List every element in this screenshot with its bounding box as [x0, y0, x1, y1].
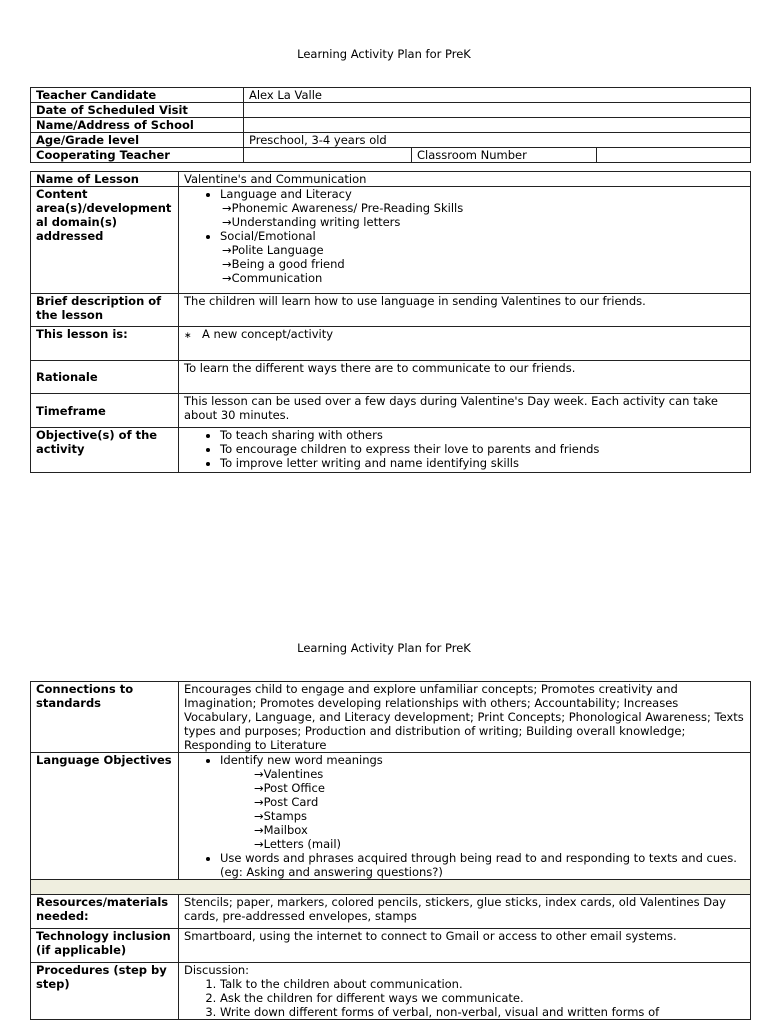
language-word: →Post Card — [254, 795, 319, 809]
procedure-step: 2. Ask the children for different ways we communicate. — [220, 991, 745, 1005]
procedure-step: 3. Write down different forms of verbal, non-verbal, visual and written forms of — [220, 1005, 745, 1019]
rationale-label: Rationale — [31, 361, 179, 394]
content-lang: • Language and Literacy — [220, 187, 745, 201]
language-label: Language Objectives — [31, 753, 179, 880]
school-label: Name/Address of School — [31, 118, 244, 133]
tech-value: Smartboard, using the internet to connect to Gmail or access to other email systems. — [179, 929, 751, 963]
language-word: →Mailbox — [254, 823, 308, 837]
is-value-cell — [179, 327, 751, 361]
is-value: A new concept/activity — [202, 327, 334, 341]
procedure-step: 1. Talk to the children about communication. — [220, 977, 745, 991]
coop-value — [244, 148, 412, 163]
coop-label: Cooperating Teacher — [31, 148, 244, 163]
content-social-sub-1: →Polite Language — [222, 243, 324, 257]
procedures-value — [179, 963, 751, 1020]
timeframe-label: Timeframe — [31, 394, 179, 428]
content-value — [179, 187, 751, 294]
spacer-row — [31, 880, 751, 895]
page-title-2: Learning Activity Plan for PreK — [297, 641, 471, 655]
content-social-sub-2: →Being a good friend — [222, 257, 345, 271]
resources-label: Resources/materials needed: — [31, 895, 179, 929]
objective-label: Objective(s) of the activity — [31, 428, 179, 473]
objective-item: • To encourage children to express their love to parents and friends — [220, 442, 745, 456]
language-word: →Valentines — [254, 767, 324, 781]
school-value — [244, 118, 751, 133]
age-label: Age/Grade level — [31, 133, 244, 148]
connections-label: Connections to standards — [31, 682, 179, 753]
page-title-1: Learning Activity Plan for PreK — [297, 47, 471, 61]
resources-value: Stencils; paper, markers, colored pencils, stickers, glue sticks, index cards, old Valentines Day cards, pre-addressed envelopes, stamps — [179, 895, 751, 929]
language-item-2: • Use words and phrases acquired through being read to and responding to texts and cues. (eg: Asking and answering questions?) — [220, 851, 745, 879]
brief-label: Brief description of the lesson — [31, 294, 179, 327]
date-label: Date of Scheduled Visit — [31, 103, 244, 118]
content-social-sub-3: →Communication — [222, 271, 323, 285]
objective-item: • To improve letter writing and name identifying skills — [220, 456, 745, 470]
content-social: • Social/Emotional — [220, 229, 745, 243]
classroom-label: Classroom Number — [412, 148, 597, 163]
teacher-value: Alex La Valle — [244, 88, 751, 103]
objective-item: • To teach sharing with others — [220, 428, 745, 442]
date-value — [244, 103, 751, 118]
procedures-label: Procedures (step by step) — [31, 963, 179, 1020]
content-lang-sub-2: →Understanding writing letters — [222, 215, 401, 229]
rationale-value: To learn the different ways there are to communicate to our friends. — [179, 361, 751, 394]
language-word: →Stamps — [254, 809, 307, 823]
timeframe-value: This lesson can be used over a few days during Valentine's Day week. Each activity can take about 30 minutes. — [179, 394, 751, 428]
age-value: Preschool, 3-4 years old — [244, 133, 751, 148]
language-item-1: • Identify new word meanings — [220, 753, 745, 767]
lesson-table — [30, 171, 751, 473]
language-value — [179, 753, 751, 880]
objective-value — [179, 428, 751, 473]
language-word: →Post Office — [254, 781, 325, 795]
info-table — [30, 87, 751, 163]
is-label: This lesson is: — [31, 327, 179, 361]
content-label: Content area(s)/development al domain(s) addressed — [31, 187, 179, 294]
content-lang-sub-1: →Phonemic Awareness/ Pre-Reading Skills — [222, 201, 464, 215]
standards-table — [30, 681, 751, 1020]
tech-label: Technology inclusion (if applicable) — [31, 929, 179, 963]
lesson-name-label: Name of Lesson — [31, 172, 179, 187]
asterisk-icon: ∗ — [184, 331, 192, 341]
connections-value: Encourages child to engage and explore unfamiliar concepts; Promotes creativity and Imagination; Promotes developing relationships with others; Accountability; Increases Vocabulary, Language, and Literacy development; Print Concepts; Phonological Awareness; Texts types and purposes; Production and distribution of writing; Building overall knowledge; Responding to Literature — [179, 682, 751, 753]
teacher-label: Teacher Candidate — [31, 88, 244, 103]
classroom-value — [597, 148, 751, 163]
language-word: →Letters (mail) — [254, 837, 341, 851]
lesson-name-value: Valentine's and Communication — [179, 172, 751, 187]
brief-value: The children will learn how to use language in sending Valentines to our friends. — [179, 294, 751, 327]
procedures-intro: Discussion: — [184, 963, 250, 977]
